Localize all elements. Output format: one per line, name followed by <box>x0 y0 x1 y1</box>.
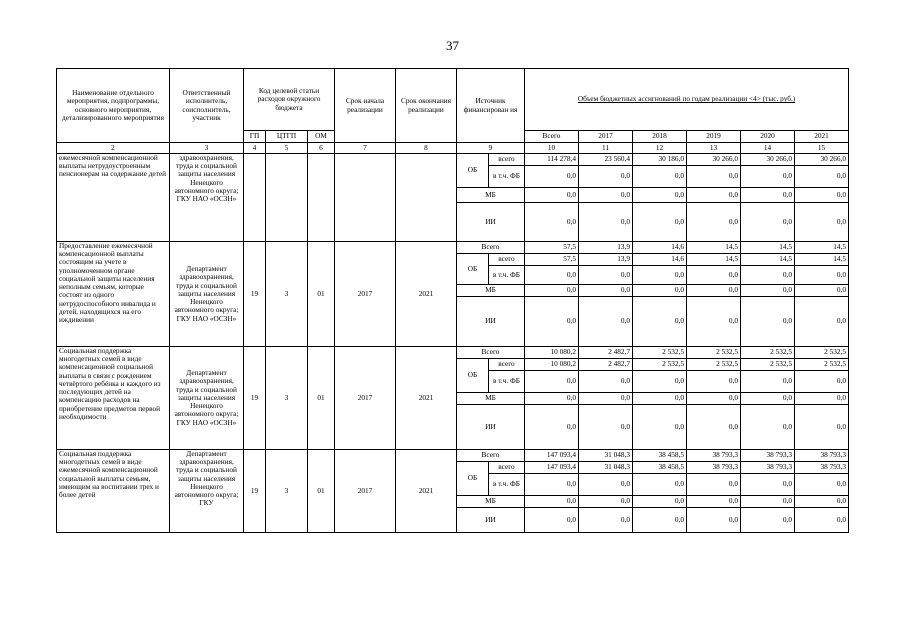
value-cell: 0,0 <box>579 474 633 496</box>
value-cell: 13,9 <box>579 242 633 254</box>
source-ii: ИИ <box>457 405 525 450</box>
measure-name: ежемесячной компенсационной выплаты нетрудоустроенным пенсионерам на содержание детей <box>57 154 170 242</box>
measure-executor: Департамент здравоохранения, труда и социальной защиты населения Ненецкого автономного округа; ГКУ НАО «ОСЗН» <box>170 347 244 450</box>
value-cell: 30 266,0 <box>795 154 849 166</box>
value-cell: 2 532,5 <box>795 359 849 371</box>
source-ob: ОБ <box>457 254 489 285</box>
measure-name: Социальная поддержка многодетных семей в виде ежемесячной компенсационной социальной выплаты семьям, имеющим на воспитании трех и более детей <box>57 450 170 533</box>
value-cell: 0,0 <box>525 405 579 450</box>
value-cell: 0,0 <box>795 393 849 405</box>
start-year: 2017 <box>335 242 396 347</box>
header-volume: Объем бюджетных ассигнований по годам реализации <4> (тыс. руб.) <box>525 69 849 131</box>
header-gp: ГП <box>244 131 266 143</box>
column-number: 12 <box>633 143 687 154</box>
value-cell: 14,6 <box>633 254 687 266</box>
value-cell: 2 532,5 <box>741 359 795 371</box>
value-cell: 30 186,0 <box>633 154 687 166</box>
column-number: 2 <box>57 143 170 154</box>
end-year: 2021 <box>396 347 457 450</box>
source-vsego: всего <box>489 154 525 166</box>
source-ob: ОБ <box>457 154 489 188</box>
value-cell: 0,0 <box>795 371 849 393</box>
section-block <box>57 450 849 533</box>
value-cell: 14,5 <box>741 242 795 254</box>
value-cell: 38 793,3 <box>795 462 849 474</box>
column-number: 15 <box>795 143 849 154</box>
value-cell: 0,0 <box>579 203 633 242</box>
value-cell: 2 532,5 <box>741 347 795 359</box>
value-cell: 0,0 <box>579 496 633 508</box>
value-cell: 14,5 <box>687 254 741 266</box>
value-cell: 0,0 <box>795 405 849 450</box>
start-year: 2017 <box>335 347 396 450</box>
value-cell: 0,0 <box>741 405 795 450</box>
value-cell: 0,0 <box>633 266 687 285</box>
value-cell: 38 793,3 <box>741 462 795 474</box>
value-cell: 2 532,5 <box>633 347 687 359</box>
header-year: 2019 <box>687 131 741 143</box>
value-cell: 10 080,2 <box>525 347 579 359</box>
value-cell: 38 458,5 <box>633 462 687 474</box>
header-year: 2021 <box>795 131 849 143</box>
header-ctgp: ЦТГП <box>266 131 308 143</box>
source-total: Всего <box>457 450 525 462</box>
header-year: 2020 <box>741 131 795 143</box>
source-mb: МБ <box>457 393 525 405</box>
source-ob: ОБ <box>457 462 489 496</box>
value-cell: 0,0 <box>525 266 579 285</box>
source-mb: МБ <box>457 188 525 203</box>
value-cell: 0,0 <box>795 474 849 496</box>
value-cell: 0,0 <box>687 496 741 508</box>
value-cell: 0,0 <box>741 266 795 285</box>
value-cell: 114 278,4 <box>525 154 579 166</box>
value-cell: 0,0 <box>579 188 633 203</box>
source-vtch-fb: в т.ч. ФБ <box>489 266 525 285</box>
value-cell: 0,0 <box>687 508 741 533</box>
code-om <box>308 154 335 242</box>
start-year <box>335 154 396 242</box>
code-gp: 19 <box>244 242 266 347</box>
value-cell: 38 793,3 <box>687 450 741 462</box>
code-gp: 19 <box>244 347 266 450</box>
source-vtch-fb: в т.ч. ФБ <box>489 371 525 393</box>
column-number: 11 <box>579 143 633 154</box>
value-cell: 0,0 <box>525 203 579 242</box>
value-cell: 0,0 <box>579 405 633 450</box>
value-cell: 0,0 <box>525 474 579 496</box>
value-cell: 0,0 <box>633 496 687 508</box>
column-number: 7 <box>335 143 396 154</box>
value-cell: 2 532,5 <box>633 359 687 371</box>
value-cell: 0,0 <box>795 508 849 533</box>
measure-executor: Департамент здравоохранения, труда и социальной защиты населения Ненецкого автономного округа; ГКУ НАО «ОСЗН» <box>170 242 244 347</box>
value-cell: 30 266,0 <box>687 154 741 166</box>
value-cell: 0,0 <box>687 203 741 242</box>
value-cell: 31 048,3 <box>579 462 633 474</box>
measure-executor: Департамент здравоохранения, труда и социальной защиты населения Ненецкого автономного округа; ГКУ <box>170 450 244 533</box>
code-ctgp: 3 <box>266 242 308 347</box>
value-cell: 14,5 <box>687 242 741 254</box>
value-cell: 38 458,5 <box>633 450 687 462</box>
code-om: 01 <box>308 242 335 347</box>
source-total: Всего <box>457 242 525 254</box>
value-cell: 0,0 <box>741 393 795 405</box>
section-block <box>57 347 849 450</box>
value-cell: 0,0 <box>741 203 795 242</box>
value-cell: 0,0 <box>687 371 741 393</box>
value-cell: 57,5 <box>525 254 579 266</box>
header-end: Срок окончания реализации <box>396 69 457 143</box>
source-ii: ИИ <box>457 203 525 242</box>
value-cell: 0,0 <box>633 297 687 347</box>
start-year: 2017 <box>335 450 396 533</box>
value-cell: 0,0 <box>579 166 633 188</box>
value-cell: 0,0 <box>525 508 579 533</box>
value-cell: 13,9 <box>579 254 633 266</box>
value-cell: 0,0 <box>795 203 849 242</box>
code-gp <box>244 154 266 242</box>
value-cell: 0,0 <box>579 508 633 533</box>
code-om: 01 <box>308 450 335 533</box>
column-number: 6 <box>308 143 335 154</box>
code-ctgp: 3 <box>266 450 308 533</box>
value-cell: 0,0 <box>687 393 741 405</box>
value-cell: 30 266,0 <box>741 154 795 166</box>
column-number: 10 <box>525 143 579 154</box>
header-executor: Ответственный исполнитель, соисполнитель, участник <box>170 69 244 143</box>
value-cell: 0,0 <box>795 166 849 188</box>
value-cell: 0,0 <box>687 266 741 285</box>
code-ctgp: 3 <box>266 347 308 450</box>
value-cell: 0,0 <box>633 508 687 533</box>
value-cell: 0,0 <box>633 474 687 496</box>
value-cell: 14,5 <box>795 254 849 266</box>
column-number: 13 <box>687 143 741 154</box>
value-cell: 2 482,7 <box>579 359 633 371</box>
header-year: 2018 <box>633 131 687 143</box>
value-cell: 0,0 <box>741 371 795 393</box>
value-cell: 23 560,4 <box>579 154 633 166</box>
value-cell: 0,0 <box>687 297 741 347</box>
measure-name: Социальная поддержка многодетных семей в виде компенсационной социальной выплаты в связи с рождением четвёртого ребёнка и каждого из последующих детей на компенсацию расходов на приобретение предметов первой необходимости <box>57 347 170 450</box>
value-cell: 31 048,3 <box>579 450 633 462</box>
value-cell: 2 532,5 <box>687 359 741 371</box>
value-cell: 38 793,3 <box>687 462 741 474</box>
header-source: Источник финансирован ия <box>457 69 525 143</box>
measure-name: Предоставление ежемесячной компенсационной выплаты состоящим на учете в уполномоченном органе социальной защиты населения неполным семьям, которые состоят из одного нетрудоспособного инвалида и детей, находящихся на его иждивении <box>57 242 170 347</box>
source-vtch-fb: в т.ч. ФБ <box>489 474 525 496</box>
header-name: Наименование отдельного мероприятия, подпрограммы, основного мероприятия, детализированного мероприятия <box>57 69 170 143</box>
value-cell: 0,0 <box>795 297 849 347</box>
source-total: Всего <box>457 347 525 359</box>
value-cell: 0,0 <box>795 266 849 285</box>
value-cell: 147 093,4 <box>525 462 579 474</box>
code-ctgp <box>266 154 308 242</box>
measure-executor: здравоохранения, труда и социальной защиты населения Ненецкого автономного округа; ГКУ НАО «ОСЗН» <box>170 154 244 242</box>
value-cell: 0,0 <box>525 371 579 393</box>
value-cell: 0,0 <box>633 405 687 450</box>
value-cell: 2 532,5 <box>687 347 741 359</box>
value-cell: 0,0 <box>579 285 633 297</box>
source-vsego: всего <box>489 359 525 371</box>
value-cell: 0,0 <box>633 285 687 297</box>
value-cell: 0,0 <box>633 393 687 405</box>
value-cell: 147 093,4 <box>525 450 579 462</box>
end-year <box>396 154 457 242</box>
value-cell: 0,0 <box>525 188 579 203</box>
source-ii: ИИ <box>457 508 525 533</box>
source-mb: МБ <box>457 496 525 508</box>
source-vtch-fb: в т.ч. ФБ <box>489 166 525 188</box>
source-ii: ИИ <box>457 297 525 347</box>
value-cell: 2 482,7 <box>579 347 633 359</box>
value-cell: 14,6 <box>633 242 687 254</box>
value-cell: 0,0 <box>579 297 633 347</box>
header-code: Код целевой статьи расходов окружного бюджета <box>244 69 335 131</box>
source-mb: МБ <box>457 285 525 297</box>
value-cell: 0,0 <box>633 188 687 203</box>
table-header <box>57 69 849 154</box>
value-cell: 0,0 <box>741 297 795 347</box>
value-cell: 0,0 <box>633 203 687 242</box>
header-year: 2017 <box>579 131 633 143</box>
value-cell: 0,0 <box>741 285 795 297</box>
source-vsego: всего <box>489 254 525 266</box>
code-om: 01 <box>308 347 335 450</box>
source-ob: ОБ <box>457 359 489 393</box>
value-cell: 0,0 <box>795 496 849 508</box>
value-cell: 0,0 <box>579 393 633 405</box>
code-gp: 19 <box>244 450 266 533</box>
value-cell: 38 793,3 <box>795 450 849 462</box>
value-cell: 0,0 <box>687 166 741 188</box>
value-cell: 0,0 <box>633 166 687 188</box>
value-cell: 38 793,3 <box>741 450 795 462</box>
value-cell: 0,0 <box>687 474 741 496</box>
value-cell: 0,0 <box>687 188 741 203</box>
column-number: 5 <box>266 143 308 154</box>
value-cell: 14,5 <box>741 254 795 266</box>
budget-table <box>56 68 849 533</box>
value-cell: 0,0 <box>525 285 579 297</box>
page-number: 37 <box>446 38 459 53</box>
value-cell: 0,0 <box>741 188 795 203</box>
header-om: ОМ <box>308 131 335 143</box>
value-cell: 0,0 <box>741 508 795 533</box>
column-number: 3 <box>170 143 244 154</box>
value-cell: 2 532,5 <box>795 347 849 359</box>
section-block <box>57 154 849 242</box>
value-cell: 0,0 <box>741 474 795 496</box>
value-cell: 57,5 <box>525 242 579 254</box>
value-cell: 0,0 <box>579 371 633 393</box>
column-number: 8 <box>396 143 457 154</box>
value-cell: 0,0 <box>579 266 633 285</box>
column-number: 9 <box>457 143 525 154</box>
value-cell: 0,0 <box>741 166 795 188</box>
value-cell: 10 080,2 <box>525 359 579 371</box>
value-cell: 0,0 <box>687 405 741 450</box>
header-total: Всего <box>525 131 579 143</box>
value-cell: 14,5 <box>795 242 849 254</box>
value-cell: 0,0 <box>687 285 741 297</box>
value-cell: 0,0 <box>525 297 579 347</box>
value-cell: 0,0 <box>633 371 687 393</box>
source-vsego: всего <box>489 462 525 474</box>
value-cell: 0,0 <box>525 496 579 508</box>
end-year: 2021 <box>396 450 457 533</box>
column-number: 14 <box>741 143 795 154</box>
value-cell: 0,0 <box>525 393 579 405</box>
value-cell: 0,0 <box>525 166 579 188</box>
end-year: 2021 <box>396 242 457 347</box>
value-cell: 0,0 <box>741 496 795 508</box>
header-start: Срок начала реализации <box>335 69 396 143</box>
value-cell: 0,0 <box>795 285 849 297</box>
section-block <box>57 242 849 347</box>
column-number: 4 <box>244 143 266 154</box>
value-cell: 0,0 <box>795 188 849 203</box>
